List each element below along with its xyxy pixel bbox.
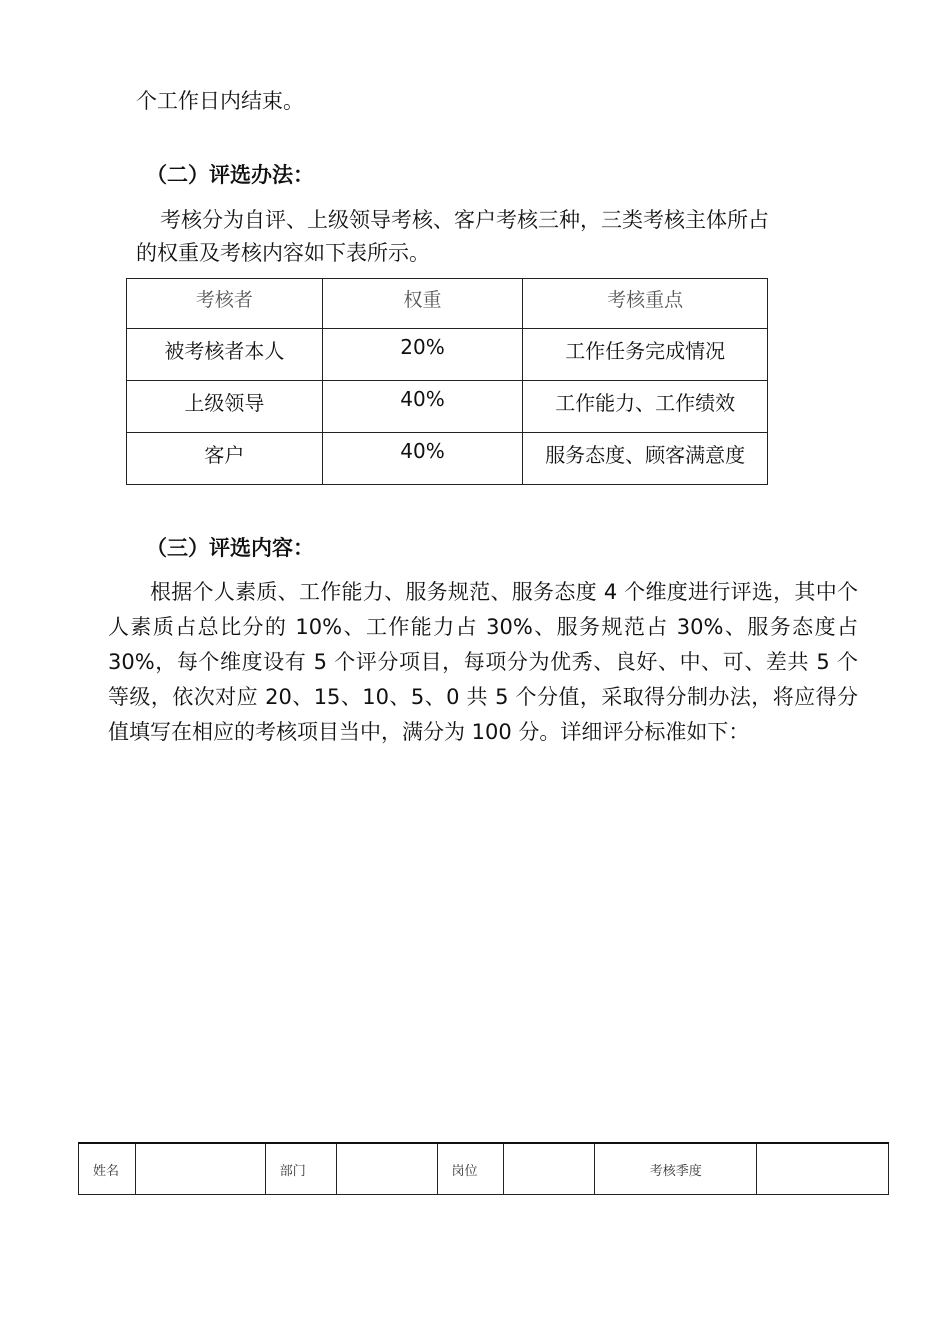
table-cell: 40%	[322, 433, 523, 485]
section3-heading: （三）评选内容：	[146, 536, 314, 560]
table-row	[127, 433, 768, 485]
intro-tail-text: 个工作日内结束。	[136, 89, 304, 113]
table-row	[127, 381, 768, 433]
weight-table-header: 考核者	[127, 279, 323, 329]
post-field[interactable]	[504, 1143, 595, 1195]
table-cell: 20%	[322, 329, 523, 381]
post-label: 岗位	[437, 1143, 504, 1195]
quarter-field[interactable]	[757, 1143, 889, 1195]
section2-paragraph-line2: 的权重及考核内容如下表所示。	[136, 241, 430, 265]
name-field[interactable]	[135, 1143, 265, 1195]
weight-table	[126, 278, 768, 485]
department-field[interactable]	[336, 1143, 437, 1195]
section2-paragraph-line1: 考核分为自评、上级领导考核、客户考核三种，三类考核主体所占	[160, 208, 769, 232]
table-cell: 被考核者本人	[127, 329, 323, 381]
table-cell: 工作任务完成情况	[523, 329, 768, 381]
table-cell: 工作能力、工作绩效	[523, 381, 768, 433]
table-cell: 上级领导	[127, 381, 323, 433]
weight-table-header: 权重	[322, 279, 523, 329]
table-row	[79, 1143, 889, 1195]
employee-info-table	[78, 1142, 889, 1195]
section3-paragraph: 根据个人素质、工作能力、服务规范、服务态度 4 个维度进行评选，其中个人素质占总比分的 10%、工作能力占 30%、服务规范占 30%、服务态度占 30%，每个维度设有 5 个评分项目，每项分为优秀、良好、中、可、差共 5 个等级，依次对应 20、15、10、5、0 共 5 个分值，采取得分制办法，将应得分值填写在相应的考核项目当中，满分为 100 分。详细评分标准如下：	[108, 580, 858, 744]
name-label: 姓名	[79, 1143, 136, 1195]
table-cell: 服务态度、顾客满意度	[523, 433, 768, 485]
table-cell: 客户	[127, 433, 323, 485]
department-label: 部门	[265, 1143, 336, 1195]
weight-table-header: 考核重点	[523, 279, 768, 329]
quarter-label: 考核季度	[595, 1143, 757, 1195]
table-row	[127, 329, 768, 381]
section2-heading: （二）评选办法：	[146, 163, 314, 187]
table-cell: 40%	[322, 381, 523, 433]
weight-table-header-row	[127, 279, 768, 329]
